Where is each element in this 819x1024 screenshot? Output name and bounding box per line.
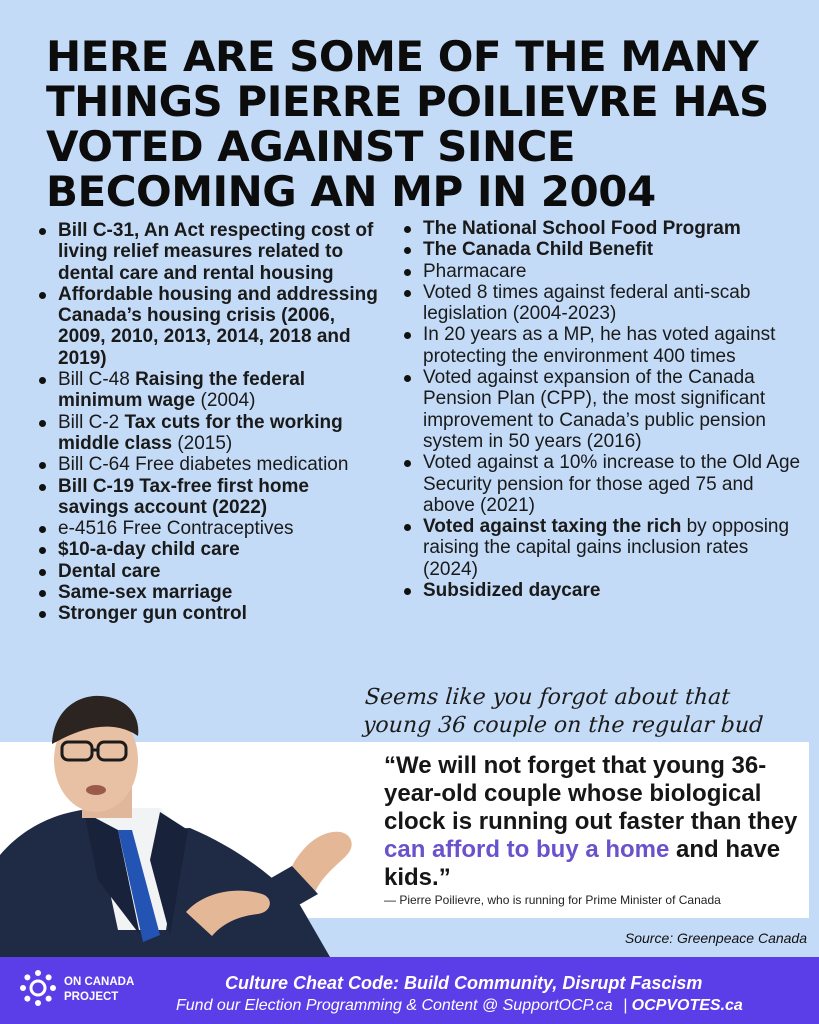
quote-attribution: — Pierre Poilievre, who is running for Prime Minister of Canada <box>384 893 721 907</box>
source-credit: Source: Greenpeace Canada <box>624 930 807 946</box>
item-bold: Dental care <box>58 560 161 582</box>
logo-line-1: ON CANADA <box>64 976 135 988</box>
list-item <box>401 239 801 260</box>
quote-text <box>384 752 799 892</box>
list-item <box>36 369 381 412</box>
list-item <box>36 284 381 369</box>
footer-fund-line <box>176 997 816 1015</box>
footer-slogan: Culture Cheat Code: Build Community, Disrupt Fascism <box>225 973 703 993</box>
item-text: Bill C-64 Free diabetes medication <box>58 454 349 476</box>
item-text: Pharmacare <box>423 260 527 282</box>
item-text: e-4516 Free Contraceptives <box>58 518 294 540</box>
list-item <box>36 603 381 624</box>
left-voted-against-list <box>36 220 381 625</box>
item-bold: Same-sex marriage <box>58 582 233 604</box>
item-text: Voted against expansion of the Canada Pension Plan (CPP), the most significant improvement to Canada’s public pension system in 50 years (2016) <box>423 367 766 452</box>
handwritten-comment: Seems like you forgot about that young 36 couple on the regular bud <box>362 685 765 738</box>
quote-part-2: and have kids.” <box>384 836 781 891</box>
list-item <box>36 454 381 475</box>
list-item <box>36 561 381 582</box>
item-bold: The Canada Child Benefit <box>423 239 654 261</box>
list-item <box>36 539 381 560</box>
item-bold: Subsidized daycare <box>423 580 601 602</box>
page-title: HERE ARE SOME OF THE MANY THINGS PIERRE POILIEVRE HAS VOTED AGAINST SINCE BECOMING AN MP IN 2004 <box>46 32 769 216</box>
item-bold: The National School Food Program <box>423 218 741 239</box>
item-text: Bill C-2 <box>58 411 125 433</box>
item-text: Bill C-48 <box>58 369 136 391</box>
item-bold: Stronger gun control <box>58 603 247 625</box>
list-item <box>401 452 801 516</box>
list-item <box>401 218 801 239</box>
quote-highlight: can afford to buy a home <box>384 836 670 863</box>
list-item <box>36 476 381 519</box>
right-voted-against-list <box>401 218 801 601</box>
item-text: Voted 8 times against federal anti-scab legislation (2004-2023) <box>423 281 751 325</box>
list-item <box>401 367 801 452</box>
logo-sunburst-icon <box>20 970 56 1006</box>
logo-line-2: PROJECT <box>64 991 119 1003</box>
list-item <box>401 282 801 325</box>
item-bold: Affordable housing and addressing Canada’s housing crisis (2006, 2009, 2010, 2013, 2014, 2018 and 2019) <box>58 283 378 369</box>
list-item <box>401 261 801 282</box>
list-item <box>36 412 381 455</box>
list-item <box>401 580 801 601</box>
item-bold: Voted against taxing the rich <box>423 516 682 538</box>
item-text: In 20 years as a MP, he has voted against protecting the environment 400 times <box>423 324 776 367</box>
item-text: (2004) <box>195 390 256 412</box>
list-item <box>401 324 801 367</box>
list-item <box>36 518 381 539</box>
item-bold: Bill C-31, An Act respecting cost of living relief measures related to dental care and rental housing <box>58 220 374 284</box>
logo-text <box>64 975 164 1005</box>
politician-photo <box>0 680 375 957</box>
fund-text: Fund our Election Programming & Content @ SupportOCP.ca <box>176 997 613 1014</box>
list-item <box>36 582 381 603</box>
quote-part-1: “We will not forget that young 36-year-old couple whose biological clock is running out faster than they <box>384 752 798 835</box>
item-text: by opposing raising the capital gains inclusion rates (2024) <box>423 516 790 580</box>
item-bold: $10-a-day child care <box>58 539 240 561</box>
item-bold: Bill C-19 Tax-free first home savings account (2022) <box>58 475 309 518</box>
footer-separator: | <box>623 997 628 1014</box>
site-link[interactable]: OCPVOTES.ca <box>631 997 743 1014</box>
item-text: (2015) <box>172 432 233 454</box>
list-item <box>401 516 801 580</box>
list-item <box>36 220 381 284</box>
item-text: Voted against a 10% increase to the Old Age Security pension for those aged 75 and above (2021) <box>423 452 801 516</box>
item-bold: Raising the federal minimum wage <box>58 369 306 412</box>
item-bold: Tax cuts for the working middle class <box>58 411 343 454</box>
